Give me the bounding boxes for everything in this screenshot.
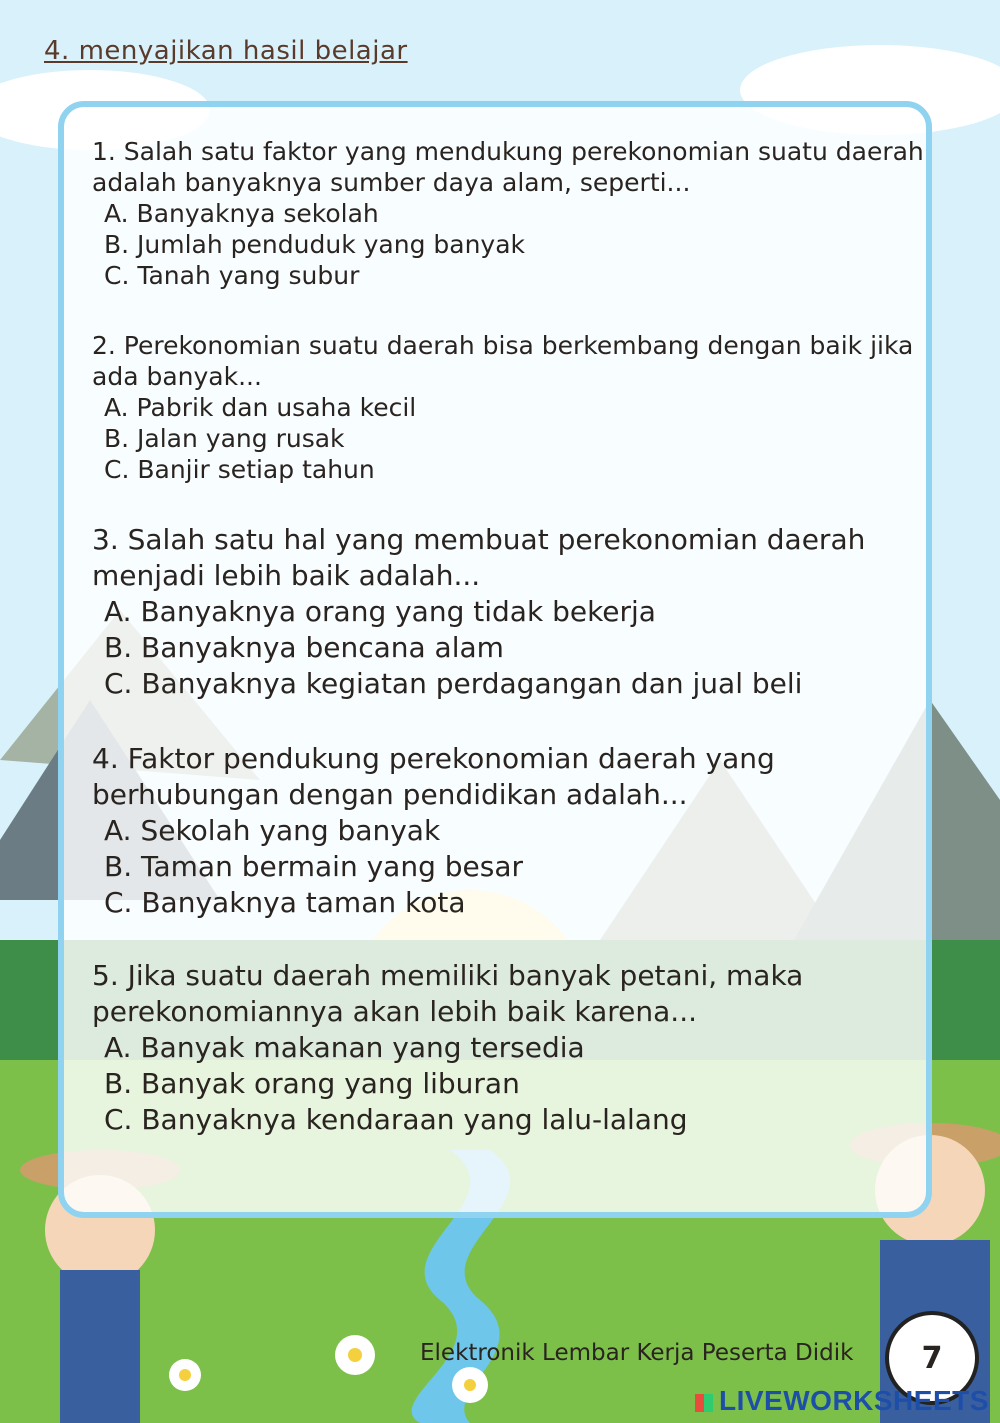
question-stem: 2. Perekonomian suatu daerah bisa berkembang dengan baik jika ada banyak... <box>92 331 914 391</box>
question-stem: 4. Faktor pendukung perekonomian daerah yang berhubungan dengan pendidikan adalah... <box>92 742 775 811</box>
question-stem: 5. Jika suatu daerah memiliki banyak petani, maka perekonomiannya akan lebih baik karena... <box>92 959 804 1028</box>
answer-option-b[interactable]: B. Banyaknya bencana alam <box>104 631 504 664</box>
answer-option-a[interactable]: A. Banyaknya orang yang tidak bekerja <box>104 595 656 628</box>
answer-option-b[interactable]: B. Banyak orang yang liburan <box>104 1067 520 1100</box>
footer-text: Elektronik Lembar Kerja Peserta Didik <box>420 1340 854 1366</box>
question-2 <box>92 330 932 485</box>
brand-logo[interactable] <box>695 1385 989 1417</box>
section-title: 4. menyajikan hasil belajar <box>44 36 408 66</box>
answer-option-c[interactable]: C. Banyaknya kendaraan yang lalu-lalang <box>104 1103 688 1136</box>
answer-option-c[interactable]: C. Banyaknya kegiatan perdagangan dan jual beli <box>104 667 803 700</box>
answer-option-a[interactable]: A. Pabrik dan usaha kecil <box>104 393 417 422</box>
page-number: 7 <box>921 1340 943 1376</box>
brand-icon <box>695 1394 713 1412</box>
question-5 <box>92 958 932 1138</box>
answer-option-c[interactable]: C. Tanah yang subur <box>104 261 360 290</box>
question-stem: 1. Salah satu faktor yang mendukung perekonomian suatu daerah adalah banyaknya sumber daya alam, seperti... <box>92 137 924 197</box>
question-stem: 3. Salah satu hal yang membuat perekonomian daerah menjadi lebih baik adalah... <box>92 523 866 592</box>
question-3 <box>92 522 932 702</box>
question-1 <box>92 136 932 291</box>
answer-option-a[interactable]: A. Banyaknya sekolah <box>104 199 379 228</box>
answer-option-c[interactable]: C. Banjir setiap tahun <box>104 455 375 484</box>
answer-option-b[interactable]: B. Taman bermain yang besar <box>104 850 524 883</box>
answer-option-a[interactable]: A. Banyak makanan yang tersedia <box>104 1031 585 1064</box>
answer-option-a[interactable]: A. Sekolah yang banyak <box>104 814 441 847</box>
answer-option-b[interactable]: B. Jumlah penduduk yang banyak <box>104 230 526 259</box>
brand-label: LIVEWORKSHEETS <box>719 1385 989 1416</box>
answer-option-b[interactable]: B. Jalan yang rusak <box>104 424 345 453</box>
question-4 <box>92 741 932 921</box>
answer-option-c[interactable]: C. Banyaknya taman kota <box>104 886 466 919</box>
